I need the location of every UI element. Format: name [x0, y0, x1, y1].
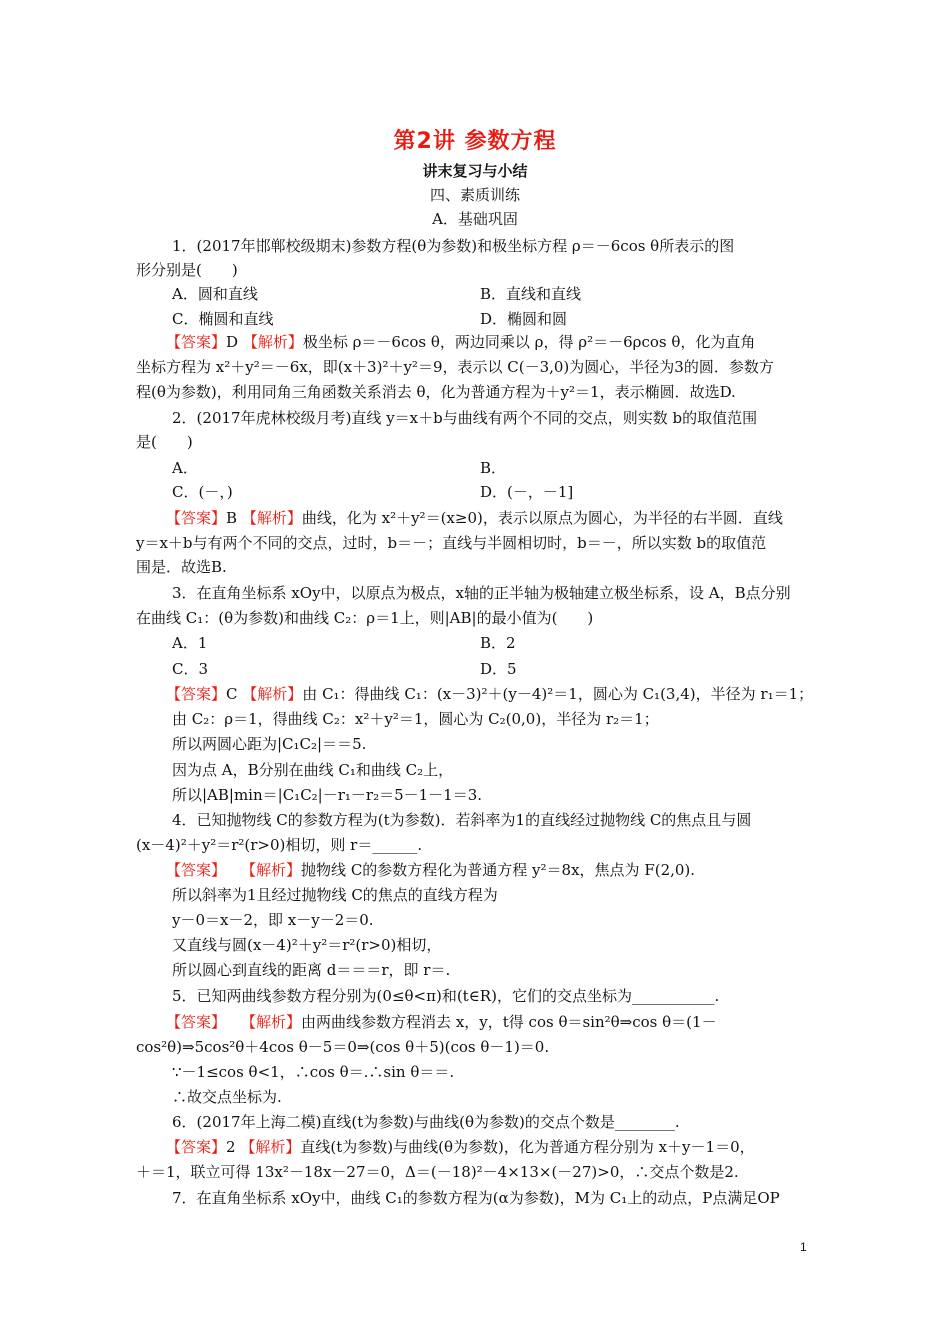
page-title: 第2讲 参数方程: [393, 129, 557, 154]
analysis-text: 由 C₁：得曲线 C₁：(x－3)²＋(y－4)²＝1，圆心为 C₁(3,4)，半径为 r₁＝1；: [302, 685, 814, 703]
question-1-line-2: 形分别是( ): [136, 261, 238, 279]
question-1-option-a: A．圆和直线: [172, 285, 258, 303]
answer-3-line-2: 由 C₂：ρ＝1，得曲线 C₂：x²＋y²＝1，圆心为 C₂(0,0)，半径为 r₂＝1；: [172, 710, 659, 728]
question-2-option-d: D．(－，－1]: [480, 483, 574, 501]
analysis-text: 曲线，化为 x²＋y²＝(x≥0)，表示以原点为圆心，为半径的右半圆．直线: [301, 509, 783, 527]
answer-value: D: [226, 333, 239, 351]
answer-tag: 【答案】: [166, 1013, 219, 1031]
answer-tag: 【答案】: [166, 861, 219, 879]
analysis-tag: 【解析】: [248, 861, 302, 879]
subsection-heading: A．基础巩固: [432, 210, 518, 228]
answer-2-line-2: y＝x＋b与有两个不同的交点，过时，b＝－；直线与半圆相切时，b＝－，所以实数 b的取值范: [136, 534, 767, 552]
analysis-text: 抛物线 C的参数方程化为普通方程 y²＝8x，焦点为 F(2,0).: [301, 861, 696, 879]
answer-3-line-4: 因为点 A，B分别在曲线 C₁和曲线 C₂上，: [172, 761, 454, 779]
answer-4-line-2: 所以斜率为1且经过抛物线 C的焦点的直线方程为: [172, 886, 498, 904]
answer-5-line-3: ∵－1≤cos θ<1，∴cos θ＝.∴sin θ＝＝.: [172, 1063, 455, 1081]
answer-1-line-3: 程(θ为参数)，利用同角三角函数关系消去 θ，化为普通方程为＋y²＝1，表示椭圆．故选D.: [136, 383, 736, 401]
question-7-line-1: 7．在直角坐标系 xOy中，曲线 C₁的参数方程为(α为参数)，M为 C₁上的动点，P点满足OP: [172, 1189, 780, 1207]
analysis-tag: 【解析】: [242, 685, 303, 703]
analysis-text: 由两曲线参数方程消去 x，y，t得 cos θ＝sin²θ⇒cos θ＝(1－: [301, 1013, 717, 1031]
answer-value: B: [226, 509, 238, 527]
answer-5-line-4: ∴故交点坐标为.: [172, 1088, 282, 1106]
analysis-tag: 【解析】: [240, 1138, 301, 1156]
question-2-line-2: 是( ): [136, 433, 193, 451]
answer-5-line-2: cos²θ)⇒5cos²θ＋4cos θ－5＝0⇒(cos θ＋5)(cos θ－1)＝0.: [136, 1038, 550, 1056]
question-3-option-c: C．3: [172, 660, 209, 678]
subtitle: 讲末复习与小结: [422, 162, 528, 180]
answer-value: 2: [226, 1138, 236, 1156]
page-number: 1: [800, 1240, 807, 1254]
answer-4-line-1: [166, 860, 695, 880]
analysis-tag: 【解析】: [241, 509, 302, 527]
answer-3-line-3: 所以两圆心距为|C₁C₂|＝＝5.: [172, 735, 367, 753]
answer-3-line-5: 所以|AB|min＝|C₁C₂|－r₁－r₂＝5－1－1＝3.: [172, 786, 483, 804]
question-1-option-b: B．直线和直线: [480, 285, 582, 303]
question-4-line-1: 4．已知抛物线 C的参数方程为(t为参数)．若斜率为1的直线经过抛物线 C的焦点且与圆: [172, 811, 752, 829]
question-1-line-1: 1．(2017年邯郸校级期末)参数方程(θ为参数)和极坐标方程 ρ＝－6cos θ所表示的图: [172, 237, 735, 255]
question-3-line-2: 在曲线 C₁：(θ为参数)和曲线 C₂：ρ＝1上，则|AB|的最小值为( ): [136, 609, 594, 627]
answer-tag: 【答案】: [166, 685, 227, 703]
section-heading: 四、素质训练: [429, 186, 520, 204]
answer-4-line-4: 又直线与圆(x－4)²＋y²＝r²(r>0)相切，: [172, 936, 442, 954]
analysis-text: 直线(t为参数)与曲线(θ为参数)，化为普通方程分别为 x＋y－1＝0，: [300, 1138, 755, 1156]
question-1-option-d: D．椭圆和圆: [480, 310, 568, 328]
question-3-line-1: 3．在直角坐标系 xOy中，以原点为极点，x轴的正半轴为极轴建立极坐标系，设 A，B点分别: [172, 584, 791, 602]
question-5-line-1: 5．已知两曲线参数方程分别为(0≤θ<π)和(t∈R)，它们的交点坐标为___________.: [172, 987, 720, 1005]
question-2-option-b: B．: [480, 459, 507, 477]
answer-tag: 【答案】: [166, 1138, 227, 1156]
answer-3-line-1: [166, 684, 813, 704]
question-2-option-a: A．: [172, 459, 198, 477]
answer-2-line-3: 围是．故选B.: [136, 558, 227, 576]
question-3-option-d: D．5: [480, 660, 517, 678]
question-3-option-a: A．1: [172, 634, 208, 652]
question-4-line-2: (x－4)²＋y²＝r²(r>0)相切，则 r＝______.: [136, 836, 423, 854]
answer-4-line-5: 所以圆心到直线的距离 d＝＝＝r，即 r＝.: [172, 961, 451, 979]
analysis-text: 极坐标 ρ＝－6cos θ，两边同乘以 ρ，得 ρ²＝－6ρcos θ，化为直角: [302, 333, 756, 351]
answer-5-line-1: [166, 1012, 717, 1032]
question-2-line-1: 2．(2017年虎林校级月考)直线 y＝x＋b与曲线有两个不同的交点，则实数 b的取值范围: [172, 409, 758, 427]
analysis-tag: 【解析】: [248, 1013, 302, 1031]
answer-value: C: [226, 685, 238, 703]
answer-1-line-1: [166, 332, 755, 352]
answer-tag: 【答案】: [166, 509, 227, 527]
answer-6-line-2: ＋＝1，联立可得 13x²－18x－27＝0，Δ＝(－18)²－4×13×(－27)>0，∴交点个数是2.: [136, 1163, 739, 1181]
answer-4-line-3: y－0＝x－2，即 x－y－2＝0.: [172, 911, 374, 929]
answer-2-line-1: [166, 508, 783, 528]
question-2-option-c: C．(－，): [172, 483, 233, 501]
answer-1-line-2: 坐标方程为 x²＋y²＝－6x，即(x＋3)²＋y²＝9，表示以 C(－3,0)为圆心，半径为3的圆．参数方: [136, 358, 774, 376]
answer-tag: 【答案】: [166, 333, 227, 351]
question-3-option-b: B．2: [480, 634, 516, 652]
answer-6-line-1: [166, 1137, 755, 1157]
question-6-line-1: 6．(2017年上海二模)直线(t为参数)与曲线(θ为参数)的交点个数是________.: [172, 1113, 680, 1131]
analysis-tag: 【解析】: [242, 333, 303, 351]
question-1-option-c: C．椭圆和直线: [172, 310, 274, 328]
